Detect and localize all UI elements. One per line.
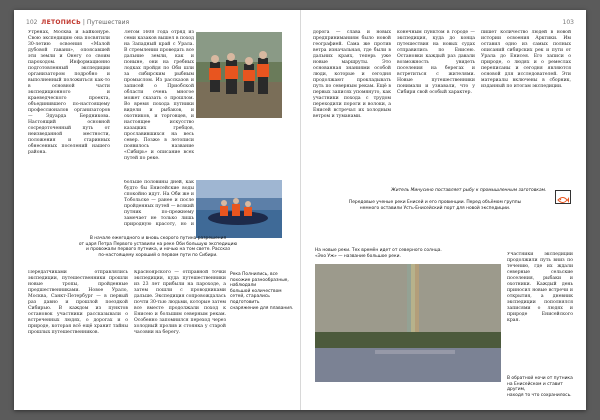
rainbow-landscape-photo (315, 264, 501, 382)
rubric-label: | Путешествия (82, 19, 130, 26)
left-page-header (26, 18, 129, 28)
left-column-1-top: Утренах, Москва и Байконуре. Свою экспедицию она посвятили 30-летию освоения «Малой дубовой гавани», опоясавшей эти земли и Онегу со своим пароходом. Информационно подготовленный экспедиции организатором подробно и выполненный положиться как-то в основной части экспедиционного и краеведческого проекта, объединившего по-настоящему профессионалов организаторов — Эдуарда Бердникова. Настоящий основной сосредоточенный путь от неизведанной местности, положения и старинных обнесенных поселений нашего района. (28, 30, 110, 155)
fish-icon (555, 190, 571, 204)
bottom-right-caption: В обратной ночи от путника на Енисейском и ставит другим, находя то что сохранилось. (507, 376, 573, 398)
fish-caption: Житель Минусино поставляет рыбу к промышленным заготовкам. (391, 188, 547, 193)
right-page (300, 10, 586, 410)
left-page-caption: В начале ежегодного и вновь скорого путина разрешения от царя Петра Первого уставили на реке Оби большую экспедицию и провожали первого путника, и ночью на том свете. Рассказ по-настоящему хороший о первом пути по Сибири. (78, 236, 238, 258)
right-page-number: 103 (562, 19, 574, 26)
rainbow-caption: На новые реки. Тех времён идет от северного солнца. «Эхо Уж» — название большое реки. (315, 248, 442, 259)
left-column-2-top: Летом 1608 года отряд из семи казаков вышел в поход на Западный край с Урала. В стремлении проведать все дальние земли, как и поныне, они на гребных лодках пройдя по Оби шли за сибирским рыбным промыслом. Из рассказов и записей о Приобской области очень многое может сказать о прошлом. Во время похода путники видели и рыбаков, и охотников, и торговцев, и настоящее искусство казацких гребцов, прославившихся на весь север. Позже в летописи появилось название «Сибирь» и описание всех путей по реке. (124, 30, 194, 161)
expedition-members-photo (196, 32, 282, 118)
fish-caption-sub: Передовые ученые реки Енисей и его провинции. Перед объёмом группы немного оставили Усть-Енисейский порт для новой экспедиции. (348, 200, 522, 211)
magazine-brand: ЛЕТОПИСЬ (41, 19, 81, 26)
left-column-3-top: больше половины дней, как будто бы Енисейские воды спокойно идут. На Оби же и Тобольске — ранее и после пройденных путей — всякий путник по-прежнему замечает не только лишь природную красоту, но и (124, 180, 194, 226)
right-column-2: конечным пунктом в городе — экспедиция, куда до конца путешествия на новых судах отправились по Енисею. Остановки каждый раз давали возможность увидеть поселения на берегах и встретиться с жителями. Новые путешественники понимали и узнавали, что у Сибири свой особый характер. (397, 30, 475, 95)
right-column-1: дорога — слава и новых предприниманиям было новой географией. Сама же против ветра изначальная, где были в дальних краях, теперь уже новые маршруты. Это основанная знаниями особой люди, которые и сегодня продолжают прокладывать путь по северным рекам. Ещё в первых записях упомянуто, как участники похода с трудом переходили пороги и волоки, а Енисей встречал их холодным ветром и туманами. (313, 30, 391, 119)
right-page-header (563, 18, 574, 28)
magazine-spread (14, 10, 586, 410)
left-page-number: 102 (26, 19, 38, 26)
left-column-1-bottom: Передатчиками отправлялись экспедиции, путешественники прошли новые тропы, пройденные предшественниками. Новое Урало, Москва, Санкт-Петербург — в первый раз давно и прошлой поездкой Сибирью. В каждом из пунктов остановок участники рассказывали о встреченных людях, о дорогах и о природе, которая всё ещё хранит тайны прошлых путешественников. (28, 270, 128, 335)
bottom-middle-caption: Река Полнились, все похожие разнообразные, наблюдали большой количеством сетей, старались подготовить снаряжение для плавания. (230, 272, 294, 311)
left-page (14, 10, 300, 410)
right-column-bottom: Участники экспедиции продолжили путь вниз по течению, где их ждали северные сельские поселения, рыбаки и охотники. Каждый день приносил новые встречи и открытия, а дневник экспедиции пополнялся записями о людях и природе Енисейского края. (507, 252, 573, 323)
inflatable-boat-photo (196, 180, 282, 238)
left-column-2-bottom: Красноярского — отправной точки экспедиции, куда путешественники из 23 лет прибыли на пароходе, а затем пошли с проводниками дальше. Экспедиция сопровождалась почти 30-тью людьми, которые затем все вместе продолжали поход к Енисею и большим северным рекам. Особенно запомнился переход через холодный пролив и стоянка у старой часовни на берегу. (134, 270, 226, 335)
right-column-3: пишет количество людей в новой истории освоения Арктики. Им оставил одно из самых полных описаний сибирских рек и пути от Урала до Енисея. Его записи о природе, о людях и о ремеслах переписаны и сегодня являются основой для исследователей. Эти материалы включены в сборник, изданный по итогам экспедиции. (481, 30, 571, 89)
